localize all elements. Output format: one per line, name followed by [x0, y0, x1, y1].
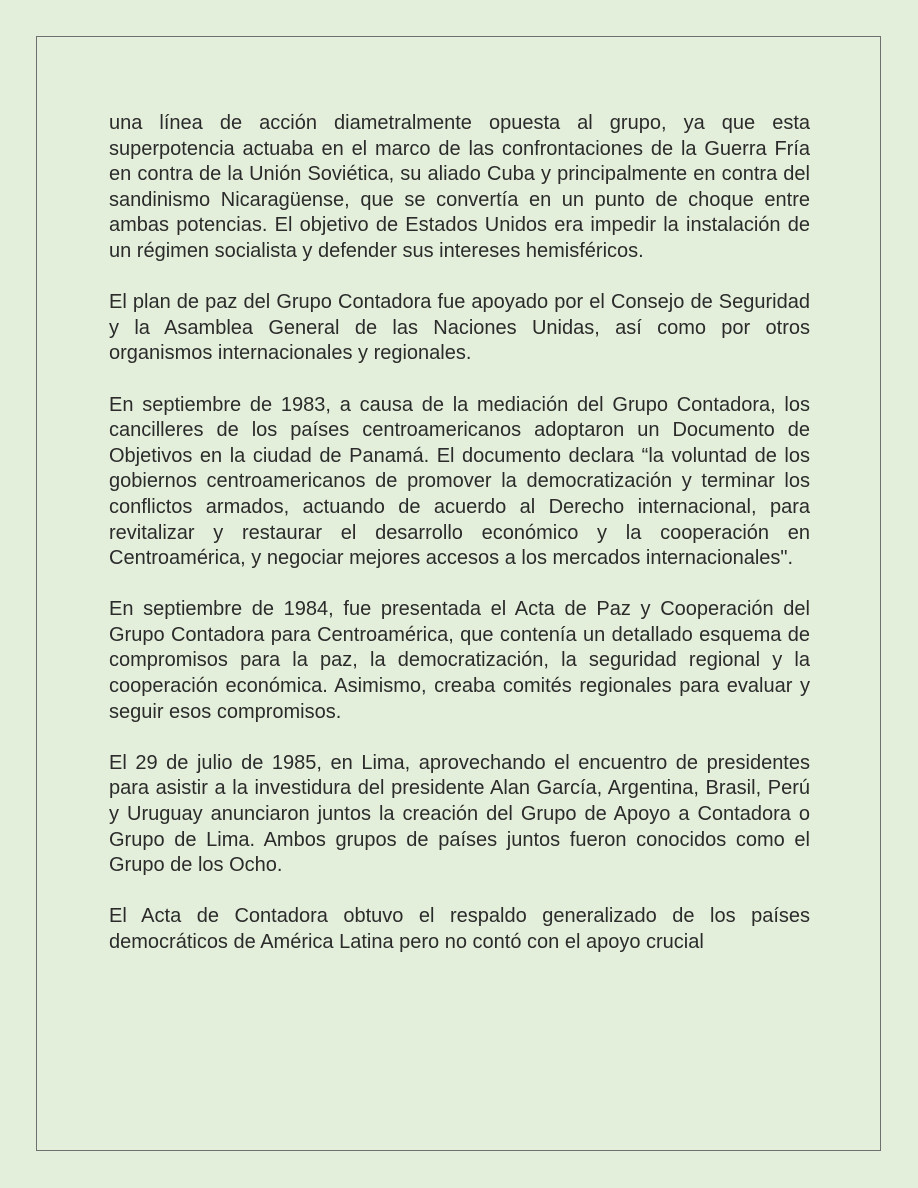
paragraph-5: El 29 de julio de 1985, en Lima, aprovechando el encuentro de presidentes para asistir a la investidura del presidente Alan García, Argentina, Brasil, Perú y Uruguay anunciaron juntos la creación del Grupo de Apoyo a Contadora o Grupo de Lima. Ambos grupos de países juntos fueron conocidos como el Grupo de los Ocho.	[109, 751, 810, 877]
paragraph-3: En septiembre de 1983, a causa de la mediación del Grupo Contadora, los cancilleres de los países centroamericanos adoptaron un Documento de Objetivos en la ciudad de Panamá. El documento declara “la voluntad de los gobiernos centroamericanos de promover la democratización y terminar los conflictos armados, actuando de acuerdo al Derecho internacional, para revitalizar y restaurar el desarrollo económico y la cooperación en Centroamérica, y negociar mejores accesos a los mercados internacionales".	[109, 393, 810, 570]
document-body	[109, 111, 810, 956]
paragraph-1: una línea de acción diametralmente opuesta al grupo, ya que esta superpotencia actuaba en el marco de las confrontaciones de la Guerra Fría en contra de la Unión Soviética, su aliado Cuba y principalmente en contra del sandinismo Nicaragüense, que se convertía en un punto de choque entre ambas potencias. El objetivo de Estados Unidos era impedir la instalación de un régimen socialista y defender sus intereses hemisféricos.	[109, 112, 810, 262]
paragraph-6: El Acta de Contadora obtuvo el respaldo generalizado de los países democráticos de América Latina pero no contó con el apoyo crucial	[109, 905, 810, 953]
paragraph-2: El plan de paz del Grupo Contadora fue apoyado por el Consejo de Seguridad y la Asamblea General de las Naciones Unidas, así como por otros organismos internacionales y regionales.	[109, 291, 810, 365]
paragraph-4: En septiembre de 1984, fue presentada el Acta de Paz y Cooperación del Grupo Contadora para Centroamérica, que contenía un detallado esquema de compromisos para la paz, la democratización, la seguridad regional y la cooperación económica. Asimismo, creaba comités regionales para evaluar y seguir esos compromisos.	[109, 598, 810, 723]
